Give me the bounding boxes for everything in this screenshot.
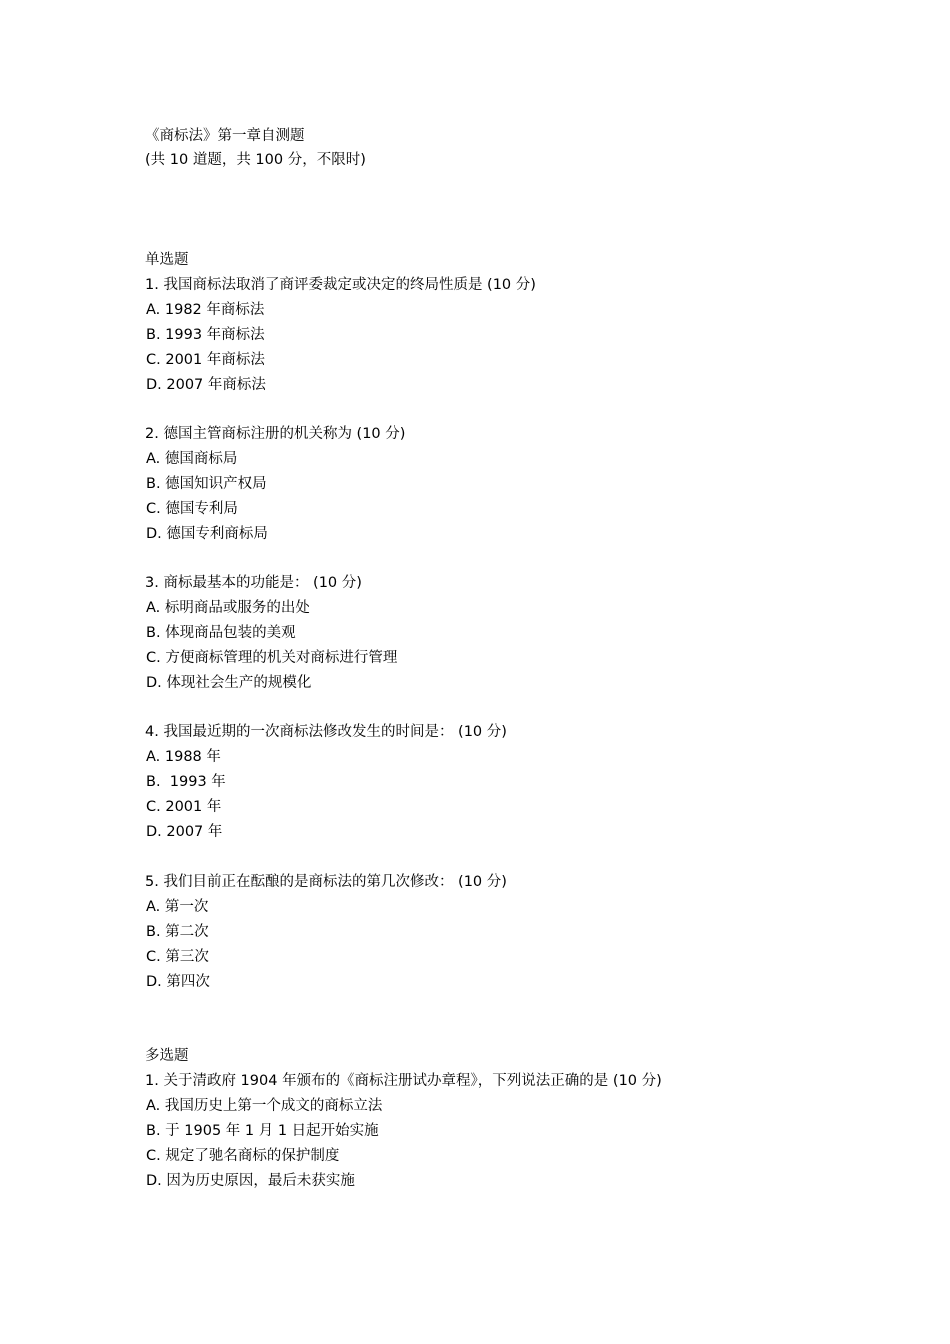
- question-stem: 1. 我国商标法取消了商评委裁定或决定的终局性质是 (10 分): [145, 277, 536, 293]
- question-option: D. 因为历史原因，最后未获实施: [146, 1173, 355, 1189]
- question-stem: 1. 关于清政府 1904 年颁布的《商标注册试办章程》，下列说法正确的是 (10 分): [145, 1073, 662, 1089]
- question-option: D. 2007 年: [146, 824, 223, 840]
- question-option: C. 方便商标管理的机关对商标进行管理: [146, 650, 398, 666]
- question-option: C. 第三次: [146, 949, 209, 965]
- question-option: D. 第四次: [146, 974, 210, 990]
- section-heading-multiple-choice: 多选题: [145, 1048, 189, 1064]
- question-option: C. 2001 年商标法: [146, 352, 265, 368]
- question-option: A. 1982 年商标法: [146, 302, 265, 318]
- question-option: B. 1993 年商标法: [146, 327, 265, 343]
- question-option: C. 规定了驰名商标的保护制度: [146, 1148, 340, 1164]
- question-stem: 5. 我们目前正在酝酿的是商标法的第几次修改： (10 分): [145, 874, 507, 890]
- question-option: B. 体现商品包装的美观: [146, 625, 296, 641]
- question-option: C. 2001 年: [146, 799, 222, 815]
- question-option: B. 1993 年: [146, 774, 226, 790]
- page-subtitle: (共 10 道题，共 100 分，不限时): [145, 152, 366, 168]
- question-stem: 2. 德国主管商标注册的机关称为 (10 分): [145, 426, 406, 442]
- question-option: A. 我国历史上第一个成文的商标立法: [146, 1098, 383, 1114]
- question-option: A. 德国商标局: [146, 451, 238, 467]
- question-option: D. 德国专利商标局: [146, 526, 268, 542]
- question-stem: 4. 我国最近期的一次商标法修改发生的时间是： (10 分): [145, 724, 507, 740]
- page-title: 《商标法》第一章自测题: [145, 128, 305, 144]
- question-option: A. 第一次: [146, 899, 209, 915]
- question-option: D. 2007 年商标法: [146, 377, 266, 393]
- question-option: A. 标明商品或服务的出处: [146, 600, 310, 616]
- question-option: A. 1988 年: [146, 749, 221, 765]
- question-stem: 3. 商标最基本的功能是： (10 分): [145, 575, 362, 591]
- question-option: B. 第二次: [146, 924, 209, 940]
- question-option: B. 德国知识产权局: [146, 476, 267, 492]
- question-option: D. 体现社会生产的规模化: [146, 675, 312, 691]
- question-option: C. 德国专利局: [146, 501, 238, 517]
- section-heading-single-choice: 单选题: [145, 252, 189, 268]
- question-option: B. 于 1905 年 1 月 1 日起开始实施: [146, 1123, 379, 1139]
